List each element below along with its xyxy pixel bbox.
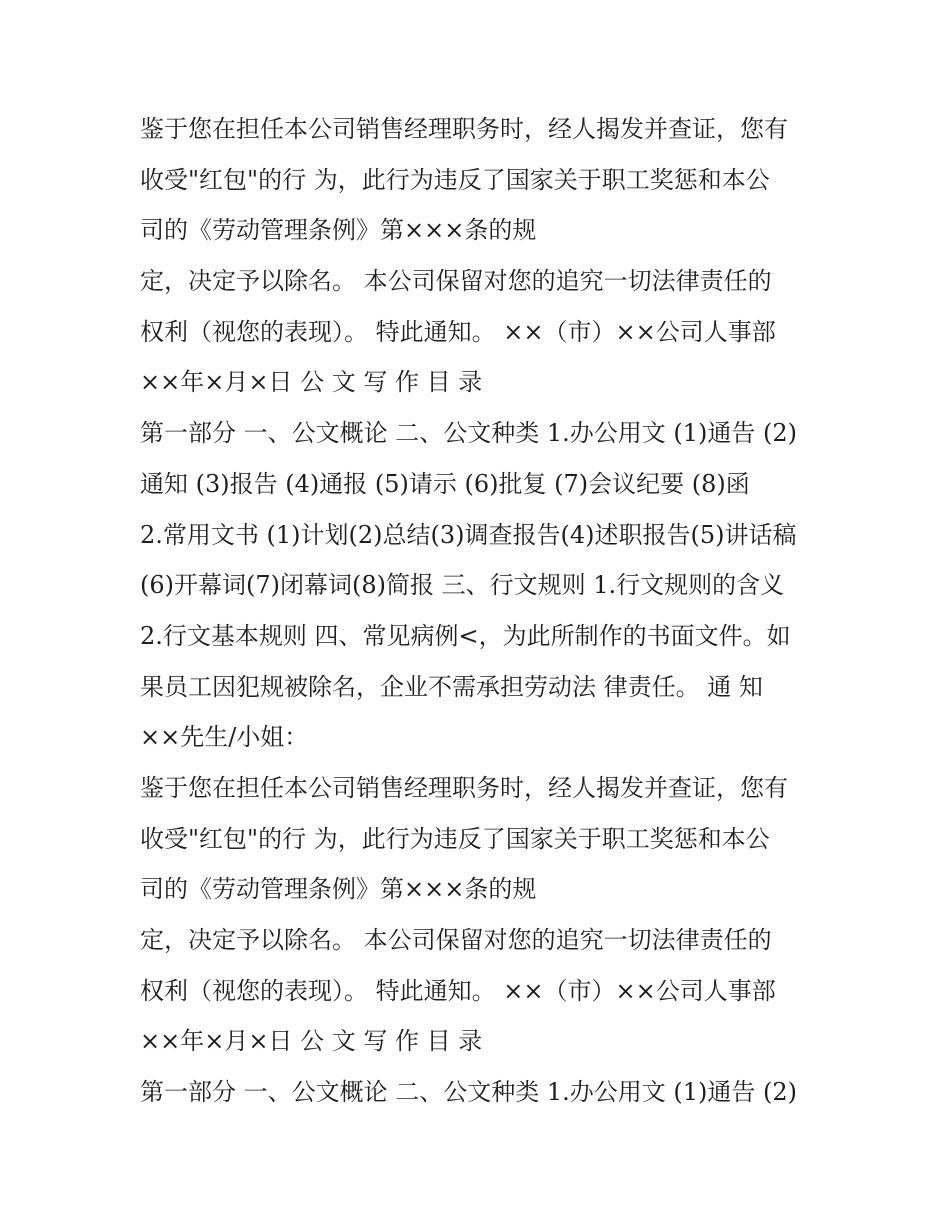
text-line: ××年×月×日 公 文 写 作 目 录: [140, 1027, 483, 1056]
text-line: 第一部分 一、公文概论 二、公文种类 1.办公用文 (1)通告 (2): [140, 1078, 798, 1107]
text-line: 鉴于您在担任本公司销售经理职务时，经人揭发并查证，您有: [140, 115, 788, 143]
text-line: 收受"红包"的行 为，此行为违反了国家关于职工奖惩和本公: [140, 165, 770, 194]
text-line: 权利（视您的表现）。 特此通知。 ××（市）××公司人事部: [140, 317, 776, 346]
text-line: ××先生/小姐：: [140, 723, 309, 752]
text-line: 通知 (3)报告 (4)通报 (5)请示 (6)批复 (7)会议纪要 (8)函: [140, 469, 750, 498]
text-line: 第一部分 一、公文概论 二、公文种类 1.办公用文 (1)通告 (2): [140, 419, 798, 448]
document-body: [140, 104, 840, 1118]
text-line: (6)开幕词(7)闭幕词(8)简报 三、行文规则 1.行文规则的含义: [140, 571, 785, 600]
text-line: 定，决定予以除名。 本公司保留对您的追究一切法律责任的: [140, 267, 772, 296]
text-line: ××年×月×日 公 文 写 作 目 录: [140, 368, 483, 397]
text-line: 收受"红包"的行 为，此行为违反了国家关于职工奖惩和本公: [140, 824, 770, 853]
text-line: 定，决定予以除名。 本公司保留对您的追究一切法律责任的: [140, 926, 772, 954]
text-line: 权利（视您的表现）。 特此通知。 ××（市）××公司人事部: [140, 976, 776, 1005]
text-line: 鉴于您在担任本公司销售经理职务时，经人揭发并查证，您有: [140, 773, 788, 802]
text-line: 司的《劳动管理条例》第×××条的规: [140, 216, 537, 245]
text-line: 果员工因犯规被除名，企业不需承担劳动法 律责任。 通 知: [140, 672, 763, 701]
text-line: 2.常用文书 (1)计划(2)总结(3)调查报告(4)述职报告(5)讲话稿: [140, 520, 797, 549]
text-line: 2.行文基本规则 四、常见病例<，为此所制作的书面文件。如: [140, 621, 791, 650]
text-line: 司的《劳动管理条例》第×××条的规: [140, 875, 537, 904]
